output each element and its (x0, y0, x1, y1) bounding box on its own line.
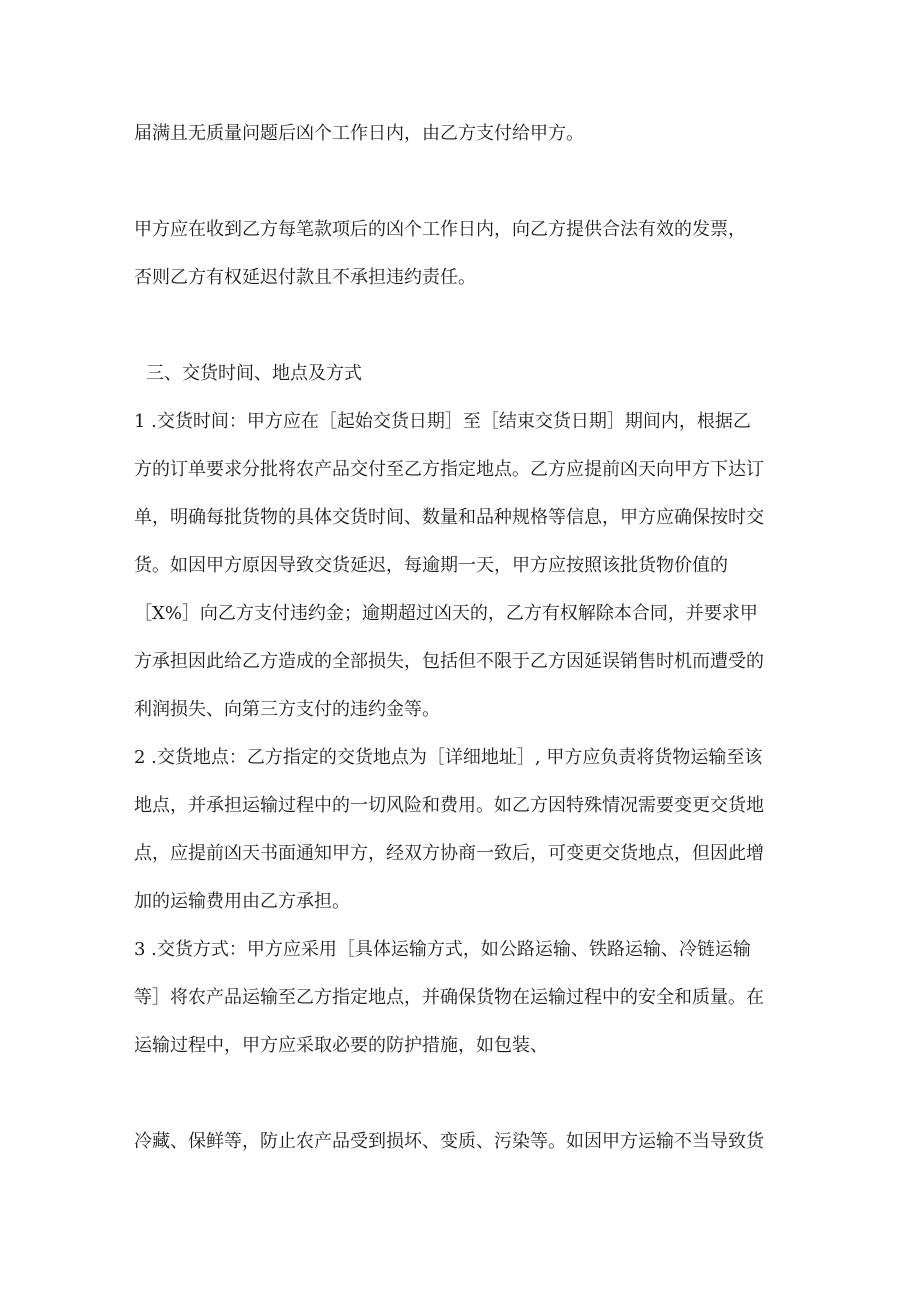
text-line-18: 运输过程中，甲方应采取必要的防护措施，如包装、 (134, 1035, 548, 1056)
text-line-15: 加的运输费用由乙方承担。 (134, 891, 350, 912)
text-line-19: 冷藏、保鲜等，防止农产品受到损坏、变质、污染等。如因甲方运输不当导致货 (134, 1131, 764, 1152)
text-line-11: 利润损失、向第三方支付的违约金等。 (134, 699, 440, 720)
text-line-6: 方的订单要求分批将农产品交付至乙方指定地点。乙方应提前凶天向甲方下达订 (134, 459, 764, 480)
text-line-7: 单，明确每批货物的具体交货时间、数量和品种规格等信息，甲方应确保按时交 (134, 507, 764, 528)
text-line-14: 点，应提前凶天书面通知甲方，经双方协商一致后，可变更交货地点，但因此增 (134, 843, 764, 864)
text-line-10: 方承担因此给乙方造成的全部损失，包括但不限于乙方因延误销售时机而遭受的 (134, 651, 764, 672)
text-line-2: 甲方应在收到乙方每笔款项后的凶个工作日内，向乙方提供合法有效的发票， (134, 219, 746, 240)
text-line-9: ［X%］向乙方支付违约金；逾期超过凶天的，乙方有权解除本合同，并要求甲 (134, 603, 758, 624)
text-line-3: 否则乙方有权延迟付款且不承担违约责任。 (134, 267, 476, 288)
text-line-8: 货。如因甲方原因导致交货延迟，每逾期一天，甲方应按照该批货物价值的 (134, 555, 728, 576)
text-line-5: 1 .交货时间：甲方应在［起始交货日期］至［结束交货日期］期间内，根据乙 (134, 411, 751, 432)
text-line-16: 3 .交货方式：甲方应采用［具体运输方式，如公路运输、铁路运输、冷链运输 (134, 939, 751, 960)
text-line-1: 届满且无质量问题后凶个工作日内，由乙方支付给甲方。 (134, 123, 584, 144)
text-line-12: 2 .交货地点：乙方指定的交货地点为［详细地址］, 甲方应负责将货物运输至该 (134, 747, 763, 768)
section-heading: 三、交货时间、地点及方式 (146, 363, 362, 384)
text-line-17: 等］将农产品运输至乙方指定地点，并确保货物在运输过程中的安全和质量。在 (134, 987, 764, 1008)
text-line-13: 地点，并承担运输过程中的一切风险和费用。如乙方因特殊情况需要变更交货地 (134, 795, 764, 816)
